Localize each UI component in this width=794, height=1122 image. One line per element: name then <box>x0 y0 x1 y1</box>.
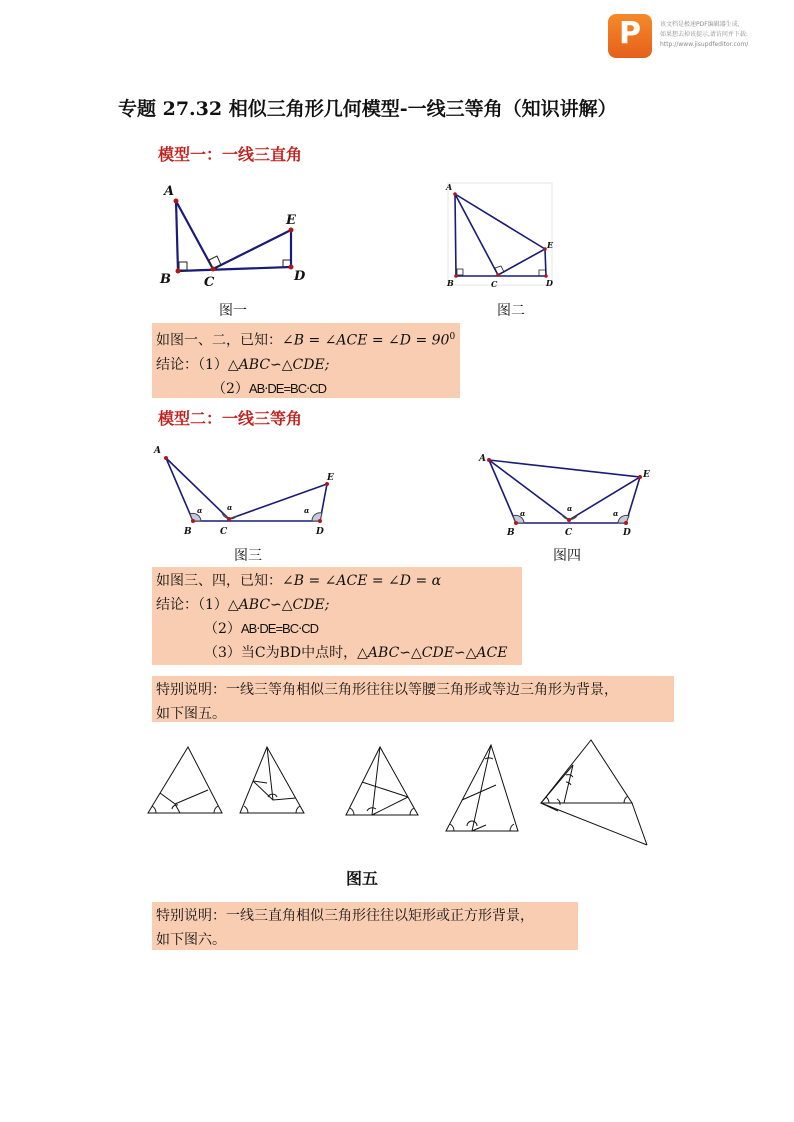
box-line <box>156 353 456 377</box>
figure-4 <box>475 445 660 540</box>
figure-5 <box>140 735 660 850</box>
note-line: 如下图五。 <box>156 706 226 722</box>
fig5-triangle-3 <box>346 747 418 815</box>
box-line <box>156 617 518 641</box>
note-line: 特别说明：一线三直角相似三角形往往以矩形或正方形背景， <box>156 908 534 924</box>
box-text: 如图一、二，已知： <box>156 332 282 349</box>
box-line <box>156 569 518 593</box>
fig3-alpha: α <box>197 506 203 515</box>
figure-2 <box>440 180 555 290</box>
box-line <box>156 593 518 617</box>
fig1-label-e: E <box>286 213 296 228</box>
box-text: 如图三、四，已知： <box>156 573 282 589</box>
box-line <box>156 325 456 353</box>
box-text: （2） <box>212 380 249 397</box>
logo-text-line: 如果想去掉该提示,请访问并下载: <box>660 31 748 38</box>
fig3-label-c: C <box>220 527 228 537</box>
fig4-label-e: E <box>643 470 650 480</box>
fig4-alpha: α <box>567 504 573 513</box>
fig4-caption: 图四 <box>553 548 581 564</box>
special-note-1 <box>152 676 674 722</box>
fig2-label-e: E <box>547 240 554 250</box>
logo-letter: P <box>619 16 641 51</box>
fig1-label-c: C <box>204 275 215 290</box>
box-text: （3）当C为BD中点时， <box>204 645 358 661</box>
fig1-caption: 图一 <box>219 303 247 319</box>
box-math: ∠B = ∠ACE = ∠D = 90 <box>282 332 450 349</box>
fig5-triangle-1 <box>148 747 222 813</box>
box-math: △ABC∽△CDE; <box>227 597 330 613</box>
fig1-label-b: B <box>160 272 171 287</box>
box-text: （2） <box>204 621 241 637</box>
fig2-label-d: D <box>546 278 553 288</box>
fig3-label-a: A <box>154 446 161 456</box>
logo-text-line: 该文档是极速PDF编辑器生成, <box>660 21 740 28</box>
fig2-label-c: C <box>491 279 498 289</box>
fig5-triangle-4 <box>446 745 518 831</box>
fig5-caption: 图五 <box>346 869 379 888</box>
fig4-alpha: α <box>613 509 619 518</box>
fig5-triangle-2 <box>240 747 304 813</box>
fig3-alpha: α <box>304 506 310 515</box>
box-math: ∠B = ∠ACE = ∠D = α <box>282 573 442 589</box>
fig4-label-d: D <box>623 528 631 538</box>
fig3-caption: 图三 <box>234 548 262 564</box>
model1-condition-box <box>152 323 460 398</box>
note-line: 如下图六。 <box>156 932 226 948</box>
fig2-caption: 图二 <box>497 303 525 319</box>
fig1-label-a: A <box>164 184 175 199</box>
fig3-alpha: α <box>227 503 233 512</box>
fig4-label-b: B <box>507 528 515 538</box>
fig3-label-b: B <box>184 527 192 537</box>
fig5-triangle-5 <box>541 740 647 845</box>
model2-heading: 模型二：一线三等角 <box>158 409 303 428</box>
model1-heading: 模型一：一线三直角 <box>158 145 303 164</box>
logo-text-line: http://www.jisupdfeditor.com/ <box>660 41 749 48</box>
fig4-label-c: C <box>565 528 573 538</box>
figure-3 <box>150 440 350 540</box>
page-title: 专题 27.32 相似三角形几何模型-一线三等角（知识讲解） <box>118 98 617 120</box>
model2-condition-box <box>152 567 522 665</box>
box-math: △ABC∽△CDE; <box>227 356 330 373</box>
fig1-label-d: D <box>294 269 306 284</box>
box-math: AB⋅DE=BC⋅CD <box>248 380 327 396</box>
box-line <box>156 377 456 401</box>
figure-1 <box>150 180 320 290</box>
box-text: 结论：（1） <box>156 356 228 373</box>
fig4-alpha: α <box>520 509 526 518</box>
fig2-label-b: B <box>447 278 454 288</box>
box-sup: 0 <box>449 332 456 342</box>
fig3-label-d: D <box>316 527 324 537</box>
box-text: 结论：（1） <box>156 597 228 613</box>
pdf-editor-logo <box>608 14 652 58</box>
fig2-label-a: A <box>446 182 453 192</box>
box-math: AB⋅DE=BC⋅CD <box>240 621 319 636</box>
fig3-label-e: E <box>327 473 334 483</box>
box-math: △ABC∽△CDE∽△ACE <box>357 645 508 661</box>
fig4-label-a: A <box>479 454 486 464</box>
box-line <box>156 641 518 665</box>
special-note-2 <box>152 902 578 950</box>
note-line: 特别说明：一线三等角相似三角形往往以等腰三角形或等边三角形为背景， <box>156 682 618 698</box>
logo-watermark-text <box>660 20 790 50</box>
